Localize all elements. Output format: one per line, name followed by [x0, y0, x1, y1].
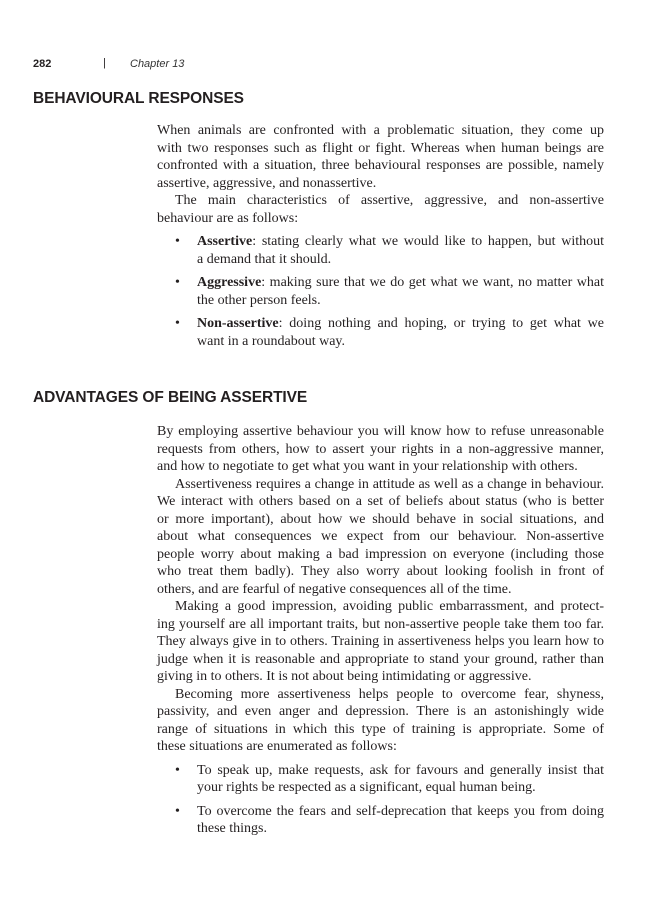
text-line: others, and are fearful of negative consequences all of the time.	[157, 581, 512, 597]
text-line: people worry about making a bad impression on everyone (including those	[157, 546, 604, 562]
paragraph	[157, 192, 604, 227]
bullet-icon: •	[175, 316, 180, 331]
bullet-icon: •	[175, 275, 180, 290]
text-line: who treat them badly). They also worry about looking foolish in front of	[157, 564, 604, 579]
text-line	[197, 315, 604, 333]
text-line: these situations are enumerated as follows:	[157, 739, 397, 754]
section-body	[157, 423, 604, 844]
text-line: The main characteristics of assertive, aggressive, and non-assertive	[175, 193, 604, 208]
bullet-list	[157, 233, 604, 350]
list-item	[157, 274, 604, 309]
text-line: or more important), about how we should behave in social situations, and	[157, 511, 604, 527]
bullet-text: : making sure that we do get what we want, no matter what	[261, 275, 604, 290]
text-line: ing yourself are all important traits, but non-assertive people take them too far.	[157, 616, 604, 632]
bullet-term: Aggressive	[197, 275, 262, 290]
text-line: a demand that it should.	[197, 251, 332, 267]
text-line: We interact with others based on a set of beliefs about status (who is better	[157, 494, 604, 509]
text-line: the other person feels.	[197, 292, 321, 308]
chapter-label: Chapter 13	[130, 58, 185, 70]
text-line: these things.	[197, 821, 267, 836]
list-item	[157, 233, 604, 268]
text-line: Making a good impression, avoiding public embarrassment, and protect-	[175, 599, 604, 614]
paragraph	[157, 423, 604, 476]
bullet-term: Assertive	[197, 234, 253, 249]
bullet-text: : stating clearly what we would like to happen, but without	[252, 234, 604, 249]
list-item	[157, 315, 604, 350]
header-separator: |	[103, 57, 106, 69]
bullet-icon: •	[175, 803, 180, 819]
bullet-icon: •	[175, 762, 180, 778]
paragraph	[157, 598, 604, 686]
bullet-list	[157, 762, 604, 838]
paragraph	[157, 122, 604, 192]
text-line: giving in to others. It is not about being intimidating or aggressive.	[157, 669, 532, 684]
text-line: passivity, and even anger and depression. There is an astonishingly wide	[157, 704, 604, 719]
text-line: assertive, aggressive, and nonassertive.	[157, 175, 377, 191]
text-line: want in a roundabout way.	[197, 333, 345, 349]
text-line: To speak up, make requests, ask for favours and generally insist that	[197, 762, 604, 778]
text-line: your rights be respected as a significant, equal human being.	[197, 780, 536, 795]
section-body	[157, 122, 604, 356]
page-number: 282	[33, 58, 52, 70]
text-line: By employing assertive behaviour you will know how to refuse unreasonable	[157, 424, 604, 439]
text-line: about what consequences we expect from our behaviour. Non-assertive	[157, 529, 604, 544]
text-line	[197, 274, 604, 292]
text-line: judge when it is reasonable and appropriate to stand your ground, rather than	[157, 651, 604, 667]
text-line	[197, 233, 604, 251]
text-line: and how to negotiate to get what you want in your relationship with others.	[157, 459, 578, 474]
bullet-term: Non-assertive	[197, 316, 279, 331]
text-line: confronted with a situation, three behavioural responses are possible, namely	[157, 158, 604, 173]
paragraph	[157, 686, 604, 756]
text-line: When animals are confronted with a problematic situation, they come up	[157, 123, 604, 138]
bullet-text: : doing nothing and hoping, or trying to get what we	[278, 316, 604, 331]
text-line: Assertiveness requires a change in attitude as well as a change in behaviour.	[175, 476, 604, 492]
section-heading: ADVANTAGES OF BEING ASSERTIVE	[33, 389, 308, 406]
list-item	[157, 762, 604, 797]
paragraph	[157, 476, 604, 599]
text-line: They always give in to others. Training in assertiveness helps you learn how to	[157, 634, 604, 649]
text-line: range of situations in which this type of training is appropriate. Some of	[157, 721, 604, 737]
text-line: To overcome the fears and self-deprecation that keeps you from doing	[197, 803, 604, 819]
text-line: with two responses such as flight or fight. Whereas when human beings are	[157, 140, 604, 156]
text-line: Becoming more assertiveness helps people to overcome fear, shyness,	[175, 686, 604, 702]
text-line: requests from others, how to assert your rights in a non-aggressive manner,	[157, 441, 604, 457]
list-item	[157, 803, 604, 838]
bullet-icon: •	[175, 234, 180, 249]
text-line: behaviour are as follows:	[157, 210, 299, 226]
section-heading: BEHAVIOURAL RESPONSES	[33, 90, 244, 107]
